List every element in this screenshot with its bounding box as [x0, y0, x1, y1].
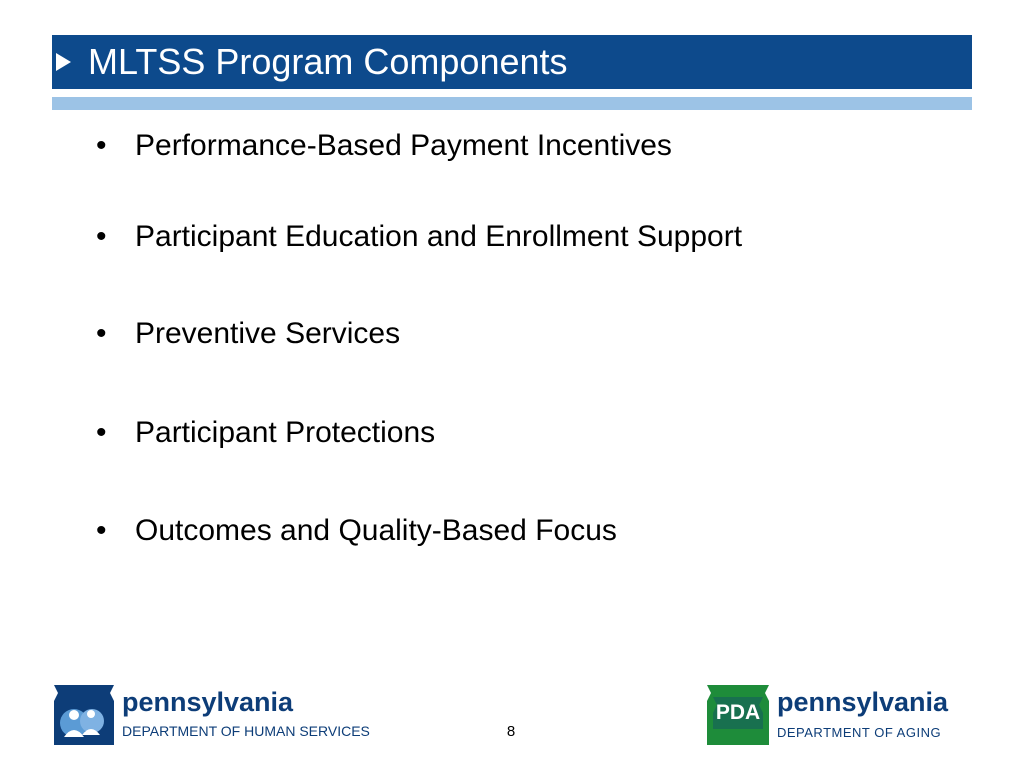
slide-title: MLTSS Program Components — [88, 41, 568, 82]
pda-department-name: DEPARTMENT OF AGING — [777, 725, 942, 740]
bullet-dot: • — [96, 129, 107, 162]
bullet-text: Participant Education and Enrollment Support — [135, 220, 743, 253]
pda-wordmark: pennsylvania — [777, 687, 949, 717]
dhs-keystone-icon — [52, 683, 116, 747]
page-number: 8 — [506, 723, 516, 740]
dhs-wordmark: pennsylvania — [122, 687, 294, 717]
bullet-text: Performance-Based Payment Incentives — [135, 129, 672, 162]
bullet-dot: • — [96, 514, 107, 547]
bullet-text: Participant Protections — [135, 416, 436, 449]
bullet-text: Outcomes and Quality-Based Focus — [135, 514, 617, 547]
pda-logo — [705, 683, 965, 747]
bullet-dot: • — [96, 220, 107, 253]
dhs-logo — [52, 683, 370, 747]
dhs-department-name: DEPARTMENT OF HUMAN SERVICES — [122, 723, 370, 739]
bullet-dot: • — [96, 317, 107, 350]
bullet-dot: • — [96, 416, 107, 449]
pda-abbreviation: PDA — [715, 701, 761, 724]
bullet-text: Preventive Services — [135, 317, 401, 350]
